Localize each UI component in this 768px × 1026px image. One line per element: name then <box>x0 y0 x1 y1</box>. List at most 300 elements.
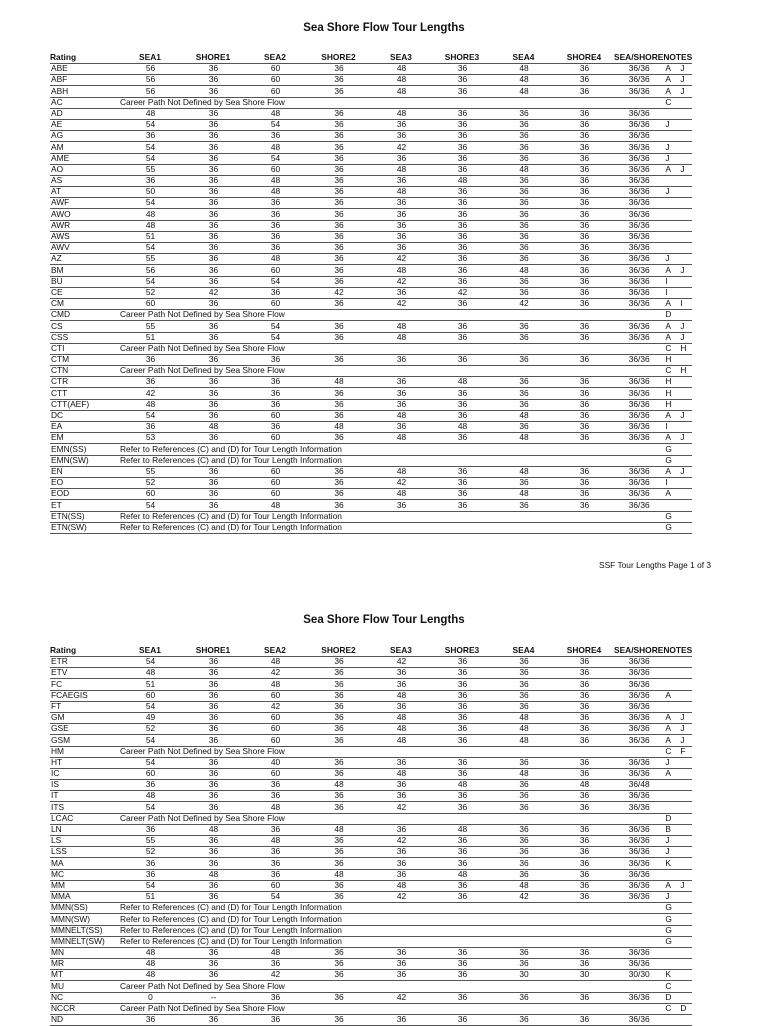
rating-cell: AWF <box>50 198 118 209</box>
value-cell: 42 <box>244 970 306 981</box>
page-title: Sea Shore Flow Tour Lengths <box>303 22 465 34</box>
column-header: SHORE2 <box>306 646 371 657</box>
value-cell: 36 <box>493 422 554 433</box>
table-row <box>50 310 692 321</box>
value-cell: 36 <box>554 175 614 186</box>
rating-cell: AS <box>50 175 118 186</box>
value-cell: 48 <box>118 791 182 802</box>
notes-cell: A <box>663 64 679 75</box>
value-cell: 60 <box>118 298 182 309</box>
value-cell: 36 <box>554 858 614 869</box>
table-row <box>50 914 692 925</box>
value-cell: -- <box>182 992 244 1003</box>
value-cell: 36 <box>371 209 431 220</box>
value-cell: 36 <box>431 891 493 902</box>
value-cell: 36/36 <box>614 332 663 343</box>
value-cell: 36 <box>182 209 244 220</box>
value-cell: 36 <box>182 466 244 477</box>
value-cell: 60 <box>244 164 306 175</box>
table-row <box>50 298 692 309</box>
notes-cell <box>663 959 679 970</box>
value-cell: 36/36 <box>614 131 663 142</box>
notes-cell <box>679 422 692 433</box>
value-cell: 36 <box>493 701 554 712</box>
value-cell: 36/36 <box>614 824 663 835</box>
value-cell: 36 <box>182 298 244 309</box>
value-cell: 48 <box>493 466 554 477</box>
value-cell: 48 <box>493 64 554 75</box>
value-cell: 48 <box>371 108 431 119</box>
rating-cell: ETR <box>50 657 118 668</box>
value-cell: 36 <box>182 947 244 958</box>
column-header: Rating <box>50 646 118 657</box>
value-cell: 36 <box>493 959 554 970</box>
rating-cell: MT <box>50 970 118 981</box>
value-cell: 48 <box>118 399 182 410</box>
notes-cell: J <box>679 164 692 175</box>
value-cell: 36/36 <box>614 321 663 332</box>
value-cell: 60 <box>118 690 182 701</box>
rating-cell: ABF <box>50 75 118 86</box>
value-cell: 36 <box>306 175 371 186</box>
value-cell: 36 <box>493 254 554 265</box>
value-cell: 36 <box>554 433 614 444</box>
value-cell: 48 <box>493 86 554 97</box>
rating-cell: CMD <box>50 310 118 321</box>
rating-cell: MM <box>50 880 118 891</box>
value-cell: 54 <box>244 332 306 343</box>
notes-cell <box>679 489 692 500</box>
notes-cell <box>663 657 679 668</box>
value-cell: 36 <box>431 254 493 265</box>
value-cell: 36 <box>431 970 493 981</box>
value-cell: 36 <box>118 824 182 835</box>
value-cell: 36 <box>493 992 554 1003</box>
rating-cell: NCCR <box>50 1003 118 1014</box>
value-cell: 48 <box>493 735 554 746</box>
table-row <box>50 75 692 86</box>
value-cell: 36 <box>431 757 493 768</box>
value-cell: 36/36 <box>614 220 663 231</box>
value-cell: 36 <box>493 377 554 388</box>
value-cell: 36 <box>493 947 554 958</box>
value-cell: 36/36 <box>614 500 663 511</box>
value-cell: 36 <box>554 992 614 1003</box>
value-cell: 42 <box>371 992 431 1003</box>
notes-cell <box>679 477 692 488</box>
rating-cell: EA <box>50 422 118 433</box>
rating-cell: CTM <box>50 354 118 365</box>
table-row <box>50 970 692 981</box>
notes-cell <box>663 780 679 791</box>
notes-cell: I <box>679 298 692 309</box>
value-cell: 36 <box>244 388 306 399</box>
value-cell: 36 <box>244 377 306 388</box>
notes-cell: K <box>663 970 679 981</box>
value-cell: 36 <box>371 231 431 242</box>
value-cell: 36 <box>554 377 614 388</box>
notes-cell <box>679 388 692 399</box>
value-cell: 36 <box>306 477 371 488</box>
rating-cell: CTT <box>50 388 118 399</box>
value-cell: 36 <box>554 243 614 254</box>
value-cell: 60 <box>244 64 306 75</box>
value-cell: 54 <box>118 142 182 153</box>
value-cell: 36 <box>431 75 493 86</box>
value-cell: 36/36 <box>614 388 663 399</box>
value-cell: 36 <box>182 489 244 500</box>
value-cell: 48 <box>371 187 431 198</box>
column-header: SEA4 <box>493 646 554 657</box>
value-cell: 48 <box>306 780 371 791</box>
value-cell: 36 <box>306 690 371 701</box>
value-cell: 36 <box>493 836 554 847</box>
value-cell: 36 <box>306 959 371 970</box>
table-row <box>50 757 692 768</box>
notes-cell: A <box>663 466 679 477</box>
rating-cell: LN <box>50 824 118 835</box>
value-cell: 36 <box>554 287 614 298</box>
table-row <box>50 187 692 198</box>
table-row <box>50 746 692 757</box>
value-cell: 36 <box>431 735 493 746</box>
value-cell: 36 <box>554 64 614 75</box>
value-cell: 36 <box>554 477 614 488</box>
value-cell: 36 <box>431 992 493 1003</box>
notes-cell <box>679 511 692 522</box>
value-cell: 42 <box>182 287 244 298</box>
column-header: SEA1 <box>118 53 182 64</box>
notes-cell <box>679 119 692 130</box>
table-row <box>50 231 692 242</box>
value-cell: 36 <box>554 869 614 880</box>
info-cell: Career Path Not Defined by Sea Shore Flow <box>118 981 663 992</box>
value-cell: 36 <box>244 824 306 835</box>
value-cell: 36 <box>182 231 244 242</box>
notes-cell <box>679 679 692 690</box>
value-cell: 36 <box>431 880 493 891</box>
table-row <box>50 444 692 455</box>
value-cell: 42 <box>371 142 431 153</box>
value-cell: 48 <box>244 679 306 690</box>
value-cell: 36/36 <box>614 466 663 477</box>
value-cell: 36 <box>554 75 614 86</box>
notes-cell: A <box>663 164 679 175</box>
value-cell: 60 <box>244 86 306 97</box>
notes-cell: I <box>663 422 679 433</box>
value-cell: 36/36 <box>614 153 663 164</box>
value-cell: 36 <box>554 712 614 723</box>
notes-cell <box>679 108 692 119</box>
notes-cell <box>663 1015 679 1026</box>
rating-cell: AME <box>50 153 118 164</box>
rating-cell: EMN(SS) <box>50 444 118 455</box>
value-cell: 36 <box>182 880 244 891</box>
value-cell: 36 <box>554 768 614 779</box>
notes-cell: I <box>663 287 679 298</box>
value-cell: 48 <box>118 108 182 119</box>
column-header: SHORE3 <box>431 53 493 64</box>
value-cell: 36 <box>371 947 431 958</box>
notes-cell: B <box>663 824 679 835</box>
value-cell: 36 <box>306 970 371 981</box>
value-cell: 36 <box>431 712 493 723</box>
value-cell: 36 <box>431 1015 493 1026</box>
value-cell: 36 <box>244 1015 306 1026</box>
rating-cell: ETV <box>50 668 118 679</box>
value-cell: 36 <box>431 108 493 119</box>
value-cell: 36 <box>182 757 244 768</box>
table-row <box>50 679 692 690</box>
value-cell: 36 <box>182 701 244 712</box>
notes-cell: H <box>663 399 679 410</box>
table-row <box>50 813 692 824</box>
value-cell: 36 <box>554 108 614 119</box>
info-cell: Career Path Not Defined by Sea Shore Flow <box>118 97 663 108</box>
value-cell: 36/36 <box>614 959 663 970</box>
value-cell: 36 <box>306 947 371 958</box>
rating-cell: AO <box>50 164 118 175</box>
value-cell: 36/48 <box>614 780 663 791</box>
value-cell: 51 <box>118 231 182 242</box>
value-cell: 36 <box>554 399 614 410</box>
notes-cell <box>679 701 692 712</box>
value-cell: 60 <box>244 735 306 746</box>
notes-cell <box>679 500 692 511</box>
page-title: Sea Shore Flow Tour Lengths <box>303 614 465 626</box>
value-cell: 56 <box>118 75 182 86</box>
value-cell: 36 <box>431 354 493 365</box>
rating-cell: HM <box>50 746 118 757</box>
value-cell: 48 <box>118 970 182 981</box>
value-cell: 53 <box>118 433 182 444</box>
notes-cell <box>679 914 692 925</box>
value-cell: 36 <box>182 86 244 97</box>
value-cell: 60 <box>244 466 306 477</box>
header-row <box>50 53 692 64</box>
column-header: SHORE3 <box>431 646 493 657</box>
value-cell: 36/36 <box>614 198 663 209</box>
value-cell: 36 <box>493 388 554 399</box>
info-cell: Refer to References (C) and (D) for Tour Length Information <box>118 455 663 466</box>
value-cell: 36 <box>306 701 371 712</box>
value-cell: 54 <box>118 410 182 421</box>
value-cell: 36 <box>371 399 431 410</box>
notes-cell <box>679 310 692 321</box>
value-cell: 36 <box>431 433 493 444</box>
value-cell: 36/36 <box>614 947 663 958</box>
notes-cell <box>679 970 692 981</box>
rating-cell: EM <box>50 433 118 444</box>
value-cell: 48 <box>371 410 431 421</box>
table-row <box>50 343 692 354</box>
value-cell: 36 <box>306 891 371 902</box>
value-cell: 36 <box>431 847 493 858</box>
value-cell: 36 <box>306 254 371 265</box>
notes-cell: J <box>663 254 679 265</box>
rating-cell: MA <box>50 858 118 869</box>
value-cell: 36/36 <box>614 298 663 309</box>
notes-cell <box>679 243 692 254</box>
notes-cell <box>663 108 679 119</box>
notes-cell <box>679 813 692 824</box>
value-cell: 48 <box>493 712 554 723</box>
value-cell: 54 <box>118 500 182 511</box>
value-cell: 36 <box>431 947 493 958</box>
notes-cell: A <box>663 86 679 97</box>
rating-cell: BM <box>50 265 118 276</box>
table-row <box>50 802 692 813</box>
notes-cell <box>679 131 692 142</box>
info-cell: Career Path Not Defined by Sea Shore Flow <box>118 813 663 824</box>
value-cell: 36 <box>182 657 244 668</box>
table-row <box>50 690 692 701</box>
value-cell: 54 <box>118 735 182 746</box>
value-cell: 36/36 <box>614 668 663 679</box>
notes-cell <box>679 220 692 231</box>
value-cell: 36 <box>182 768 244 779</box>
value-cell: 36 <box>306 354 371 365</box>
notes-cell: J <box>663 757 679 768</box>
value-cell: 36 <box>431 466 493 477</box>
table-row <box>50 254 692 265</box>
notes-cell <box>679 254 692 265</box>
value-cell: 36 <box>306 724 371 735</box>
value-cell: 36 <box>493 142 554 153</box>
table-row <box>50 243 692 254</box>
value-cell: 36 <box>431 119 493 130</box>
column-header: SHORE2 <box>306 53 371 64</box>
value-cell: 36/36 <box>614 880 663 891</box>
notes-cell <box>679 354 692 365</box>
value-cell: 36 <box>554 836 614 847</box>
value-cell: 51 <box>118 679 182 690</box>
value-cell: 48 <box>493 75 554 86</box>
notes-cell: J <box>679 332 692 343</box>
column-header: NOTES <box>663 646 693 656</box>
value-cell: 36 <box>493 690 554 701</box>
notes-cell <box>663 500 679 511</box>
value-cell: 36 <box>493 869 554 880</box>
table-row <box>50 936 692 947</box>
rating-cell: EO <box>50 477 118 488</box>
rating-cell: CTN <box>50 366 118 377</box>
value-cell: 36 <box>306 410 371 421</box>
value-cell: 48 <box>431 824 493 835</box>
value-cell: 36/36 <box>614 422 663 433</box>
value-cell: 36 <box>431 131 493 142</box>
value-cell: 36/36 <box>614 164 663 175</box>
value-cell: 36 <box>371 858 431 869</box>
table-row <box>50 858 692 869</box>
rating-cell: DC <box>50 410 118 421</box>
value-cell: 36/36 <box>614 86 663 97</box>
value-cell: 36 <box>118 869 182 880</box>
value-cell: 36 <box>554 824 614 835</box>
notes-cell: J <box>663 119 679 130</box>
table-row <box>50 433 692 444</box>
value-cell: 51 <box>118 891 182 902</box>
value-cell: 36 <box>306 231 371 242</box>
value-cell: 36 <box>493 477 554 488</box>
value-cell: 36/36 <box>614 254 663 265</box>
info-cell: Career Path Not Defined by Sea Shore Flow <box>118 1003 663 1014</box>
value-cell: 36/36 <box>614 276 663 287</box>
value-cell: 42 <box>371 891 431 902</box>
value-cell: 36/36 <box>614 377 663 388</box>
value-cell: 48 <box>118 959 182 970</box>
value-cell: 36 <box>182 108 244 119</box>
value-cell: 54 <box>118 802 182 813</box>
value-cell: 36 <box>306 847 371 858</box>
value-cell: 36 <box>554 701 614 712</box>
notes-cell: G <box>663 455 679 466</box>
value-cell: 36 <box>371 847 431 858</box>
notes-cell: J <box>679 265 692 276</box>
rating-cell: CTI <box>50 343 118 354</box>
value-cell: 48 <box>493 410 554 421</box>
notes-cell: J <box>679 75 692 86</box>
value-cell: 36 <box>554 657 614 668</box>
value-cell: 48 <box>244 657 306 668</box>
rating-cell: AE <box>50 119 118 130</box>
notes-cell <box>679 869 692 880</box>
value-cell: 36 <box>182 690 244 701</box>
notes-cell <box>679 925 692 936</box>
value-cell: 36 <box>493 847 554 858</box>
rating-cell: LCAC <box>50 813 118 824</box>
value-cell: 36/36 <box>614 836 663 847</box>
notes-cell: J <box>663 836 679 847</box>
value-cell: 42 <box>371 657 431 668</box>
rating-cell: AWS <box>50 231 118 242</box>
value-cell: 48 <box>306 824 371 835</box>
value-cell: 36 <box>493 187 554 198</box>
value-cell: 36 <box>431 86 493 97</box>
rating-cell: ABE <box>50 64 118 75</box>
value-cell: 36 <box>244 858 306 869</box>
column-header: NOTES <box>663 53 693 63</box>
value-cell: 36 <box>371 757 431 768</box>
value-cell: 36 <box>244 287 306 298</box>
value-cell: 48 <box>371 75 431 86</box>
value-cell: 36 <box>306 220 371 231</box>
value-cell: 48 <box>244 187 306 198</box>
rating-cell: GSM <box>50 735 118 746</box>
table-row <box>50 1003 692 1014</box>
table-row <box>50 276 692 287</box>
table-row <box>50 724 692 735</box>
table-row <box>50 220 692 231</box>
value-cell: 36 <box>306 489 371 500</box>
value-cell: 48 <box>118 668 182 679</box>
table-row <box>50 354 692 365</box>
value-cell: 36 <box>182 477 244 488</box>
rating-cell: MU <box>50 981 118 992</box>
notes-cell: A <box>663 332 679 343</box>
value-cell: 36 <box>493 243 554 254</box>
value-cell: 36 <box>431 64 493 75</box>
value-cell: 36 <box>306 209 371 220</box>
rating-cell: MN <box>50 947 118 958</box>
value-cell: 36 <box>554 198 614 209</box>
rating-cell: MMN(SW) <box>50 914 118 925</box>
column-header: SEA3 <box>371 53 431 64</box>
value-cell: 36 <box>118 858 182 869</box>
table-row <box>50 455 692 466</box>
value-cell: 36/36 <box>614 701 663 712</box>
value-cell: 36 <box>118 780 182 791</box>
